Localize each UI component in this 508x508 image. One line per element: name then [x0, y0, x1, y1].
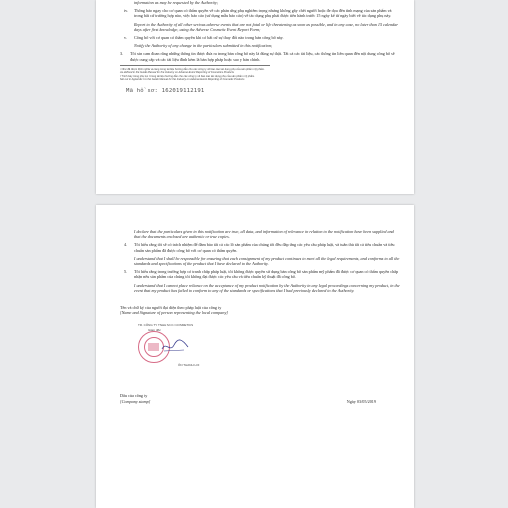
stamp-caption: TR. CÔNG TY TNHH M.O.I COSMETICS	[138, 323, 194, 328]
signature-label-vi: Tên và chữ ký của người đại diện theo pháp luật của công ty	[120, 305, 222, 311]
paragraph: information as may be requested by the Authority;	[134, 0, 219, 5]
dossier-number: Mã hồ sơ: 162019112191	[126, 88, 205, 95]
item-text: Tôi hiểu rằng trong trường hợp có tranh chấp pháp luật, tôi không được quyền sử dụng bản công bố sản phẩm mỹ phẩm đã được cơ quan có thẩm quyền chấp nhận nếu sản phẩm của chúng tôi không đạt được các yêu cầu và tiêu chuẩn kỹ thuật đã công bố.	[134, 269, 399, 280]
item-number: iv.	[124, 8, 129, 14]
signer-name: ÔN THANH LOI	[178, 363, 200, 368]
notification-page-1	[96, 0, 414, 194]
footnote: ¹ Như đã được định nghĩa và ràng trong tài liệu hướng dẫn cho các công ty về báo cáo tác dụng phụ của sản phẩm mỹ phẩm.	[120, 67, 265, 71]
paragraph: I declare that the particulars given in this notification are true, all data, and information of relevance in relation to the notification have been supplied and that the documents enclosed are authentic or true copies.	[134, 229, 394, 240]
signature-icon	[160, 337, 190, 355]
signing-date: Ngày 03/05/2019	[346, 398, 376, 404]
list-item-v	[120, 35, 400, 40]
list-item-5	[120, 269, 400, 279]
item-number: v.	[124, 35, 127, 41]
footnote: As defined in the Guide Manual for the Industry on Adverse Event Reporting of Cosmetics Products	[120, 71, 234, 75]
stamp-role: Giám đốc	[148, 328, 161, 333]
paragraph: I understand that I cannot place reliance on the acceptance of my product notification by the Authority in any legal proceedings concerning my product, in the event that my product has failed to conform to any of the standards or specifications that I had previously declared to the Authority.	[134, 282, 400, 293]
paragraph: Report to the Authority of all other serious adverse events that are not fatal or life threatening as soon as possible, and in any case, no later than 15 calendar days after first knowledge, using the Adverse Cosmetic Event Report Form;	[134, 21, 398, 32]
paragraph: I understand that I shall be responsible for ensuring that each consignment of my product continues to meet all the legal requirements, and conforms to all the standards and specifications of the product that I have declared to the Authority.	[134, 255, 400, 267]
item-text: Tôi xin cam đoan rằng những thông tin được đưa ra trong bản công bố này là đúng sự thật. Tất cả các tài liệu, các thông tin liên quan đến nội dung công bố sẽ được cung cấp và các tài liệu đính kèm là bản hợp pháp hoặc sao y bản chính.	[130, 51, 395, 62]
signature-block	[120, 297, 400, 404]
company-stamp-label-en: [Company stamp]	[120, 398, 151, 404]
notification-page-2	[96, 205, 414, 508]
item-text: Tôi hiểu rằng tôi sẽ có trách nhiệm để đảm bảo tất cả các lô sản phẩm của chúng tôi đều đáp ứng các yêu cầu pháp luật, và tuân thủ tất cả tiêu chuẩn và tiêu chuẩn sản phẩm đã được công bố với cơ quan có thẩm quyền.	[134, 242, 395, 253]
item-number: 3.	[120, 51, 124, 57]
signature-label-en: [Name and Signature of person representing the local company]	[120, 310, 228, 316]
item-number: 4.	[124, 242, 128, 248]
list-item-3	[120, 51, 400, 61]
list-item-iv	[120, 8, 400, 18]
paragraph: Notify the Authority of any change in the particulars submitted in this notification;	[134, 43, 273, 49]
item-number: 5.	[124, 269, 128, 275]
footnote-divider	[120, 65, 270, 66]
item-text: Thông báo ngay cho cơ quan có thẩm quyền về các phản ứng phụ nghiêm trọng nhưng không gây chết người hoặc đe dọa đến tính mạng của sản phẩm và trong bất cứ trường hợp nào, việc báo cáo (sử dụng mẫu báo cáo) về tác dụng phụ phải được tiến hành trước 15 ngày kể từ ngày biết về tác dụng phụ này.	[134, 8, 392, 19]
company-stamp-label-vi: Dấu của công ty	[120, 393, 148, 399]
list-item-4	[120, 242, 400, 252]
item-text: Công bố với cơ quan có thẩm quyền khi có bất cứ sự thay đổi nào trong bản công bố này.	[134, 35, 284, 41]
footnote: ² Trình bày trong phụ lục I trong tài liệu hướng dẫn cho các công ty về báo cáo tác dụng phụ của sản phẩm mỹ phẩm.	[120, 74, 255, 78]
footnote: Set out in Appendix I to the Guide Manual for the Industry on Adverse Event Reporting of Cosmetic Products	[120, 78, 245, 82]
